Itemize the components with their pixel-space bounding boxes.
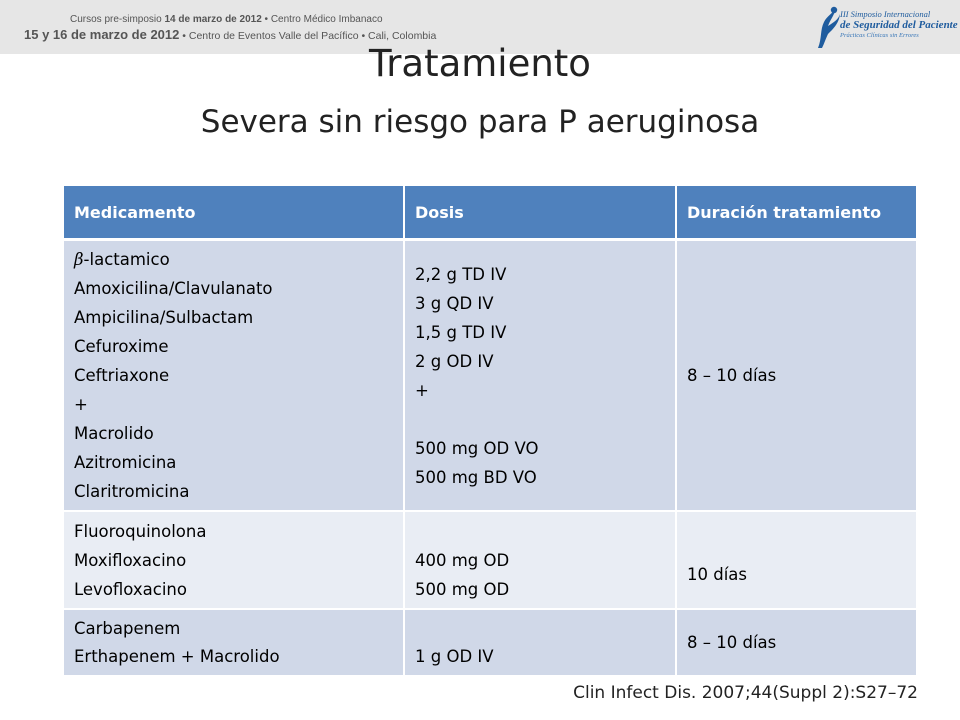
dose-line: 2 g OD IV [415,351,494,371]
table-row [64,511,916,609]
cell-medicamento [64,511,404,609]
dose-line: 3 g QD IV [415,293,494,313]
citation: Clin Infect Dis. 2007;44(Suppl 2):S27–72 [573,683,918,703]
beta-lactamico-line: β-lactamico [74,250,170,269]
drug-line: Cefuroxime [74,337,169,356]
table-row [64,240,916,512]
drug-line: Macrolido [74,424,154,443]
logo-name: de Seguridad del Paciente [840,18,958,31]
cell-duracion: 8 – 10 días [676,609,916,676]
cell-medicamento [64,240,404,512]
dose-line: 500 mg OD VO [415,438,539,458]
header-medicamento: Medicamento [64,186,404,240]
slide-title: Tratamiento [369,42,591,85]
dose-line: 1 g OD IV [415,647,494,666]
drug-line: Amoxicilina/Clavulanato [74,279,273,298]
dose-line: 500 mg OD [415,579,510,599]
table-header-row [64,186,916,240]
drug-line: + [74,395,88,414]
banner-precourse-line: Cursos pre-simposio 14 de marzo de 2012 • Centro Médico Imbanaco [70,14,383,25]
header-dosis: Dosis [404,186,676,240]
beta-symbol: β [74,250,84,269]
drug-line: Moxifloxacino [74,550,187,570]
dose-line: 2,2 g TD IV [415,264,507,284]
header-duracion: Duración tratamiento [676,186,916,240]
logo-title: III Simposio Internacional [840,9,931,19]
drug-line: Fluoroquinolona [74,521,207,541]
drug-line: Ampicilina/Sulbactam [74,308,254,327]
dose-line: 400 mg OD [415,550,510,570]
drug-line: Carbapenem [74,618,181,638]
slide-subtitle: Severa sin riesgo para P aeruginosa [200,104,760,140]
banner-event-line: 15 y 16 de marzo de 2012 • Centro de Eventos Valle del Pacífico • Cali, Colombia [24,27,437,42]
cell-medicamento [64,609,404,676]
logo-tagline: Prácticas Clínicas sin Errores [840,31,919,39]
treatment-table [64,186,916,677]
drug-line: Erthapenem + Macrolido [74,646,280,666]
drug-line: Levofloxacino [74,579,187,599]
dose-line: 500 mg BD VO [415,467,537,487]
drug-line: Claritromicina [74,482,190,501]
dose-spacer [415,517,665,546]
cell-dosis [404,511,676,609]
cell-dosis [404,240,676,512]
dose-spacer [415,405,665,434]
dose-line: + [415,380,429,400]
duration-line: 10 días [687,565,748,584]
duration-spacer [687,531,906,560]
dose-spacer [415,614,665,643]
drug-line: Azitromicina [74,453,177,472]
cell-dosis [404,609,676,676]
cell-duracion [676,511,916,609]
drug-line: Ceftriaxone [74,366,170,385]
dose-line: 1,5 g TD IV [415,322,507,342]
cell-duracion: 8 – 10 días [676,240,916,512]
table-row [64,609,916,676]
